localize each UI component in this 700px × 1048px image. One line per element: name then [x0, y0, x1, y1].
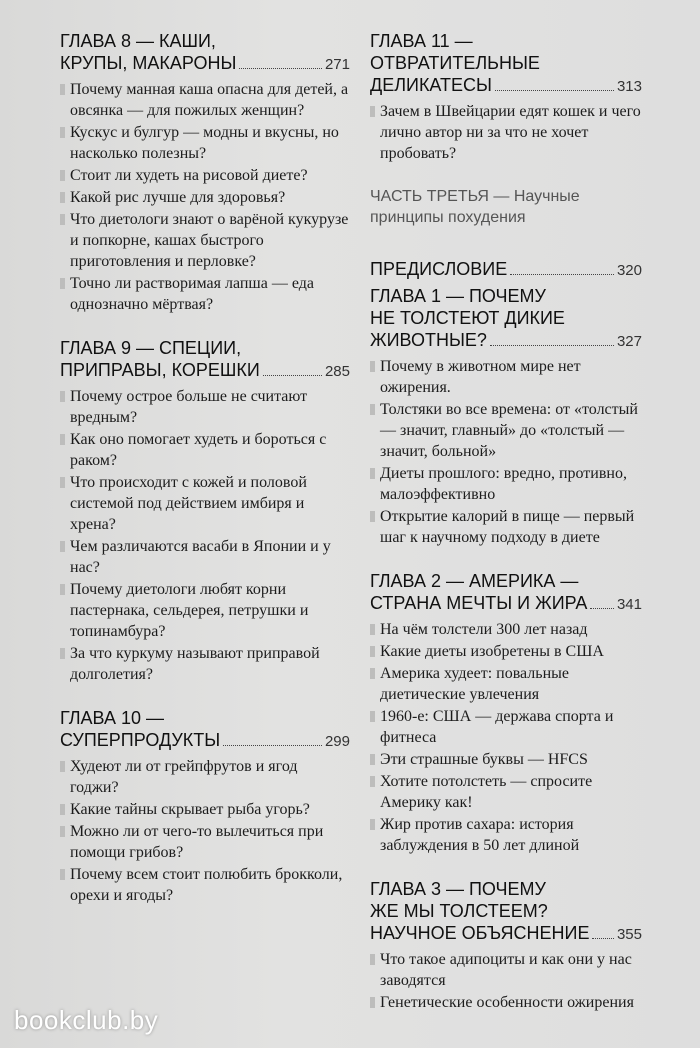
chapter-3	[370, 878, 642, 1013]
chapter-topic-list	[60, 756, 350, 906]
list-item: На чём толстели 300 лет назад	[370, 619, 642, 640]
dot-leader	[592, 938, 614, 939]
chapter-heading	[60, 707, 350, 753]
chapter-title-line: НЕ ТОЛСТЕЮТ ДИКИЕ	[370, 308, 565, 328]
list-item: 1960-е: США — держава спорта и фитнеса	[370, 706, 642, 748]
list-item: Хотите потолстеть — спросите Америку как!	[370, 771, 642, 813]
list-item: Открытие калорий в пище — первый шаг к научному подходу в диете	[370, 506, 642, 548]
list-item: Кускус и булгур — модны и вкусны, но насколько полезны?	[60, 122, 350, 164]
list-item: Точно ли растворимая лапша — еда однозначно мёртвая?	[60, 273, 350, 315]
chapter-title-line: СТРАНА МЕЧТЫ И ЖИРА	[370, 593, 588, 613]
list-item: Какой рис лучше для здоровья?	[60, 187, 350, 208]
chapter-title-line: ОТВРАТИТЕЛЬНЫЕ	[370, 53, 540, 73]
list-item: Чем различаются васаби в Японии и у нас?	[60, 536, 350, 578]
list-item: Зачем в Швейцарии едят кошек и чего лично автор ни за что не хочет пробовать?	[370, 101, 642, 164]
list-item: Что диетологи знают о варёной кукурузе и попкорне, кашах быстрого приготовления и перловке?	[60, 209, 350, 272]
list-item: Эти страшные буквы — HFCS	[370, 749, 642, 770]
chapter-title-line: ПРЕДИСЛОВИЕ	[370, 259, 508, 279]
chapter-1	[370, 285, 642, 548]
chapter-title-line: ГЛАВА 10 —	[60, 708, 164, 728]
chapter-title-line: СУПЕРПРОДУКТЫ	[60, 730, 221, 750]
chapter-title-line: ПРИПРАВЫ, КОРЕШКИ	[60, 360, 260, 380]
page-number: 313	[616, 78, 642, 95]
dot-leader	[495, 90, 614, 91]
list-item: Почему диетологи любят корни пастернака, сельдерея, петрушки и топинамбура?	[60, 579, 350, 642]
list-item: За что куркуму называют приправой долголетия?	[60, 643, 350, 685]
chapter-heading	[370, 570, 642, 616]
chapter-8	[60, 30, 350, 315]
list-item: Жир против сахара: история заблуждения в 50 лет длиной	[370, 814, 642, 856]
list-item: Какие диеты изобретены в США	[370, 641, 642, 662]
chapter-title-line: ГЛАВА 11 —	[370, 31, 473, 51]
list-item: Диеты прошлого: вредно, противно, малоэффективно	[370, 463, 642, 505]
chapter-11	[370, 30, 642, 164]
list-item: Почему манная каша опасна для детей, а овсянка — для пожилых женщин?	[60, 79, 350, 121]
list-item: Толстяки во все времена: от «толстый — значит, главный» до «толстый — значит, больной»	[370, 399, 642, 462]
chapter-heading	[370, 878, 642, 946]
toc-left-column	[60, 30, 350, 928]
dot-leader	[223, 745, 322, 746]
chapter-topic-list	[370, 949, 642, 1013]
chapter-title-line: КРУПЫ, МАКАРОНЫ	[60, 53, 237, 73]
page-number: 355	[616, 926, 642, 943]
chapter-title-line: ДЕЛИКАТЕСЫ	[370, 75, 492, 95]
chapter-heading	[60, 337, 350, 383]
list-item: Стоит ли худеть на рисовой диете?	[60, 165, 350, 186]
chapter-title-line: ГЛАВА 2 — АМЕРИКА —	[370, 571, 579, 591]
page-number: 320	[616, 262, 642, 279]
watermark-logo: bookclub.by	[14, 1005, 159, 1035]
chapter-topic-list	[60, 79, 350, 315]
page-number: 341	[616, 596, 642, 613]
list-item: Что такое адипоциты и как они у нас заводятся	[370, 949, 642, 991]
chapter-topic-list	[370, 101, 642, 164]
chapter-9	[60, 337, 350, 685]
chapter-heading	[370, 285, 642, 353]
list-item: Можно ли от чего-то вылечиться при помощи грибов?	[60, 821, 350, 863]
page-number: 299	[324, 733, 350, 750]
page-number: 285	[324, 363, 350, 380]
chapter-title-line: ГЛАВА 8 — КАШИ,	[60, 31, 216, 51]
page-number: 271	[324, 56, 350, 73]
part-three-heading: ЧАСТЬ ТРЕТЬЯ — Научные принципы похудения	[370, 188, 580, 226]
chapter-10	[60, 707, 350, 906]
list-item: Почему в животном мире нет ожирения.	[370, 356, 642, 398]
page-number: 327	[616, 333, 642, 350]
chapter-title-line: НАУЧНОЕ ОБЪЯСНЕНИЕ	[370, 923, 590, 943]
dot-leader	[590, 608, 614, 609]
list-item: Что происходит с кожей и половой системой под действием имбиря и хрена?	[60, 472, 350, 535]
list-item: Генетические особенности ожирения	[370, 992, 642, 1013]
list-item: Какие тайны скрывает рыба угорь?	[60, 799, 350, 820]
chapter-title-line: ГЛАВА 3 — ПОЧЕМУ	[370, 879, 546, 899]
chapter-heading	[370, 258, 642, 282]
list-item: Худеют ли от грейпфрутов и ягод годжи?	[60, 756, 350, 798]
toc-right-column	[370, 30, 642, 1035]
dot-leader	[510, 274, 614, 275]
chapter-title-line: ЖИВОТНЫЕ?	[370, 330, 487, 350]
chapter-heading	[370, 30, 642, 98]
dot-leader	[263, 375, 322, 376]
chapter-2	[370, 570, 642, 856]
list-item: Почему острое больше не считают вредным?	[60, 386, 350, 428]
chapter-topic-list	[60, 386, 350, 685]
preface	[370, 258, 642, 282]
chapter-topic-list	[370, 619, 642, 856]
dot-leader	[239, 68, 322, 69]
list-item: Америка худеет: повальные диетические увлечения	[370, 663, 642, 705]
chapter-title-line: ГЛАВА 9 — СПЕЦИИ,	[60, 338, 242, 358]
list-item: Как оно помогает худеть и бороться с раком?	[60, 429, 350, 471]
dot-leader	[490, 345, 614, 346]
list-item: Почему всем стоит полюбить брокколи, орехи и ягоды?	[60, 864, 350, 906]
chapter-title-line: ГЛАВА 1 — ПОЧЕМУ	[370, 286, 546, 306]
chapter-heading	[60, 30, 350, 76]
chapter-title-line: ЖЕ МЫ ТОЛСТЕЕМ?	[370, 901, 548, 921]
chapter-topic-list	[370, 356, 642, 548]
